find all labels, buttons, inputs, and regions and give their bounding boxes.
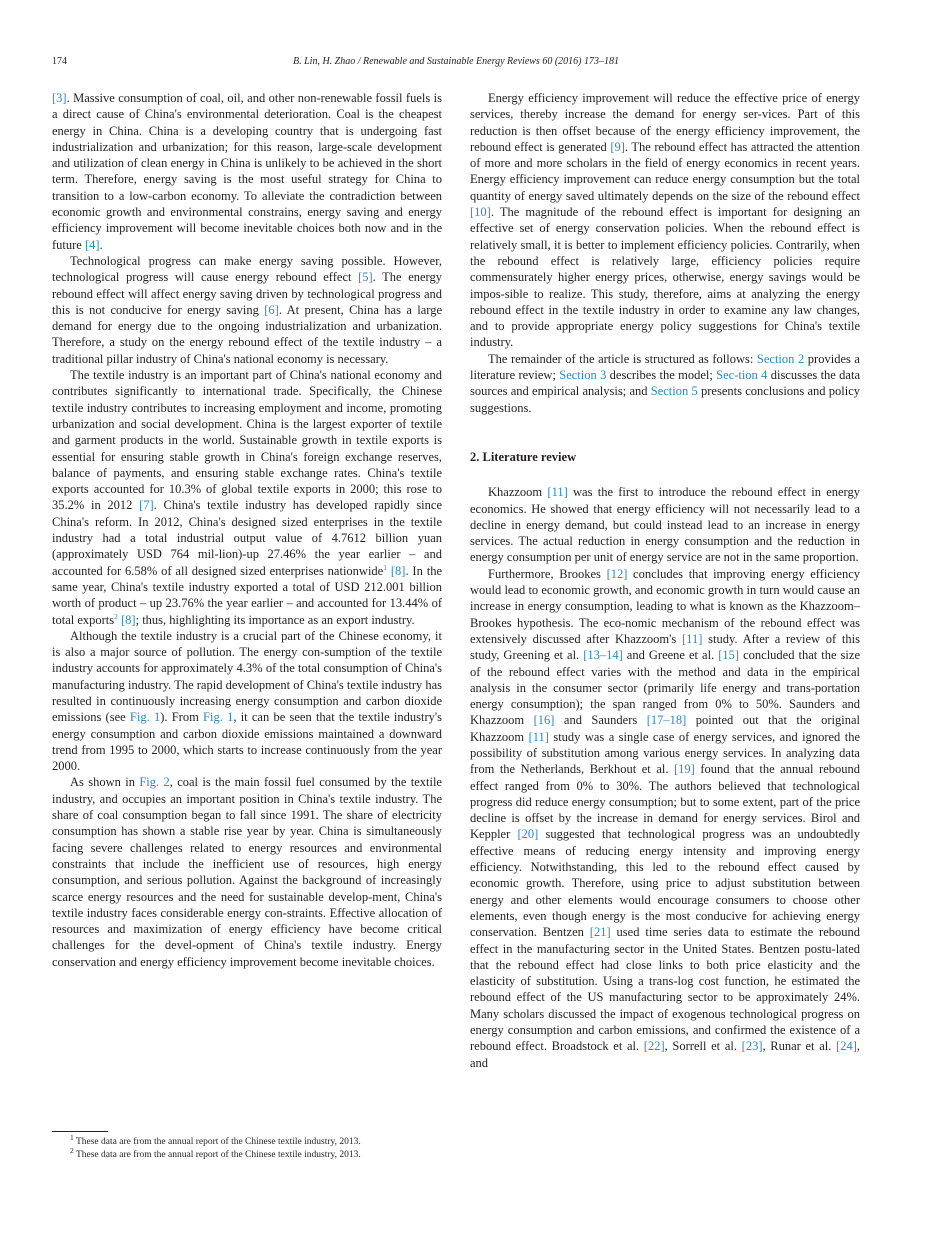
text-run: used time series data to estimate the rebound effect in the manufacturing sector in the United States. Bentzen postu-lated that the rebound effect had close links to both price elasticity and the elasticity of substitution. Using a trans-log cost function, he estimated the rebound effect of the US manufacturing sector to be approximately 24%. Many scholars discussed the impact of exogenous technological progress on energy consumption and carbon emissions, and confirmed the existence of a rebound effect. Broadstock et al. <box>470 925 861 1054</box>
text-run: found that the annual rebound effect ranged from 0% to 30%. The authors believed that technological progress did reduce energy consumption; but to some extent, part of the price decline is offset by the increase in demand for energy services. Birol and Keppler <box>470 762 860 842</box>
text-run: . In the same year, China's textile industry exported a total of USD 212.001 billion worth of product – up 23.76% the year earlier – and accounted for 13.44% of total exports <box>52 563 442 627</box>
text-run: ). From <box>160 710 204 725</box>
footnote-marker[interactable]: 1 <box>383 562 387 572</box>
citation-link[interactable]: [20] <box>517 827 539 842</box>
paragraph <box>470 351 860 416</box>
text-run: was the first to introduce the rebound effect in energy economics. He showed that energy efficiency will not necessarily lead to a decline in energy demand, but could instead lead to an increase in energy services. The actual reduction in energy consumption and the reduction in energy consumption per unit of energy service are not in the same proportion. <box>470 485 860 565</box>
paragraph <box>470 90 860 351</box>
footnote-rule <box>52 1131 108 1132</box>
citation-link[interactable]: [13–14] <box>583 648 623 663</box>
paragraph <box>52 628 442 775</box>
text-run: The textile industry is an important part of China's national economy and contributes significantly to international trade. Specifically, the Chinese textile industry contributes to increasing employment and income, promoting urbanization and social development. China is the largest exporter of textile and garment products in the world. Sustainable growth in textile exports is essential for ensuring stable growth in China's foreign exchange reserves, balance of payments, and ensuring stable exchange rates. China's textile exports accounted for 10.3% of global textile exports in 2000; this rose to 35.2% in 2012 <box>52 368 442 513</box>
figure-link[interactable]: Fig. 1 <box>203 710 234 725</box>
text-run: Although the textile industry is a crucial part of the Chinese economy, it is also a major source of pollution. The energy con-sumption of the textile industry accounts for approximately 4.3% of the total consumption of China's manufacturing industry. The rapid development of China's textile industry has resulted in continuously increasing energy consumption and carbon dioxide emissions (see <box>52 628 443 725</box>
text-run: . The rebound effect has attracted the attention of more and more scholars in the field of energy economics in recent years. Energy efficiency improvement can reduce energy consumption but the total quantity of energy saved ultimately depends on the size of the rebound effect <box>470 139 860 203</box>
text-run: . China's textile industry has developed rapidly since China's reform. In 2012, China's designed sized enterprises in the textile industry had a total industrial output value of 4.7612 billion yuan (approximately USD 764 mil-lion)-up 27.46% the year earlier – and accounted for 6.58% of all designed sized enterprises nationwide <box>52 498 442 578</box>
section-link[interactable]: Sec-tion 4 <box>716 368 768 383</box>
text-run: describes the model; <box>606 368 717 383</box>
footnote-text: These data are from the annual report of the Chinese textile industry, 2013. <box>75 1150 361 1160</box>
section-heading: 2. Literature review <box>470 449 577 464</box>
right-column <box>470 90 860 1071</box>
footnote <box>52 1132 442 1149</box>
text-run: Khazzoom <box>488 485 548 500</box>
paragraph <box>52 367 442 628</box>
text-run: . The energy rebound effect will affect energy saving driven by technological progress and this is not conducive for energy saving <box>52 270 442 317</box>
text-run: . The magnitude of the rebound effect is important for designing an effective set of energy conservation policies. When the rebound effect is relatively small, it is better to implement efficiency policies. Contrarily, when the rebound effect is relatively large, efficiency policies require commensurately higher energy prices, otherwise, energy savings would be impos-sible to realize. This study, therefore, aims at analyzing the energy rebound effect in the textile industry in order to examine any law changes, and to provide appropriate energy policy suggestions for China's textile industry. <box>470 205 860 350</box>
text-run: . At present, China has a large demand for energy due to the ongoing industrialization and urbanization. Therefore, a study on the energy rebound effect of the textile industry – a traditional pillar industry of China's national economy is necessary. <box>52 302 442 366</box>
citation-link[interactable]: [19] <box>674 762 695 777</box>
text-run: ; thus, highlighting its importance as an export industry. <box>135 612 415 627</box>
text-run: Technological progress can make energy saving possible. However, technological progress will cause energy rebound effect <box>52 253 442 285</box>
text-run: concluded that the size of the rebound effect varies with the method and data in the empirical analysis in the consumer sector (primarily life energy and trans-portation energy consumption); the span ranged from 0% to 50%. Saunders and Khazzoom <box>470 648 860 728</box>
text-run: suggested that technological progress was an undoubtedly effective means of reducing energy intensity and improving energy efficiency. Notwithstanding, this led to the rebound effect caused by economic growth. Therefore, using price to adjust substitution between energy and other elements would encourage consumers to choose other elements, even though energy is the most conducive for achieving energy conservation. Bentzen <box>470 827 860 940</box>
citation-link[interactable]: [12] <box>606 566 628 581</box>
citation-link[interactable]: [16] <box>533 713 555 728</box>
citation-link[interactable]: [11] <box>547 485 568 500</box>
footnote <box>52 1145 442 1162</box>
citation-link[interactable]: [8] <box>390 563 406 578</box>
running-title: B. Lin, H. Zhao / Renewable and Sustainable Energy Reviews 60 (2016) 173–181 <box>293 56 619 67</box>
text-run: . <box>99 237 103 252</box>
citation-link[interactable]: [21] <box>589 925 611 940</box>
footnote-marker[interactable]: 2 <box>114 611 118 621</box>
citation-link[interactable]: [8] <box>121 612 136 627</box>
paragraph <box>52 774 442 970</box>
running-header <box>52 56 860 70</box>
citation-link[interactable]: [7] <box>139 498 154 513</box>
text-run: concludes that improving energy efficiency would lead to economic growth, and economic growth in turn would cause an increase in energy consumption, leading to what is known as the Khazzoom–Brookes hypothesis. The eco-nomic mechanism of the rebound effect was extensively discussed after Khazzoom's <box>470 566 860 646</box>
citation-link[interactable]: [23] <box>741 1039 763 1054</box>
citation-link[interactable]: [22] <box>643 1039 665 1054</box>
section-link[interactable]: Section 3 <box>559 368 607 383</box>
footnote-mark: 2 <box>70 1145 74 1155</box>
text-run: , Sorrell et al. <box>664 1039 742 1054</box>
citation-link[interactable]: [11] <box>682 631 703 646</box>
citation-link[interactable]: [5] <box>358 270 373 285</box>
text-run: , and <box>470 1039 860 1070</box>
paragraph <box>52 90 442 253</box>
text-run: , it can be seen that the textile industry's energy consumption and carbon dioxide emissions maintained a downward trend from 1995 to 2000, which starts to increase continuously from the year 2000. <box>52 710 442 774</box>
citation-link[interactable]: [9] <box>610 139 625 154</box>
citation-link[interactable]: [4] <box>84 237 100 252</box>
figure-link[interactable]: Fig. 1 <box>129 710 161 725</box>
text-run: As shown in <box>70 775 140 790</box>
citation-link[interactable]: [11] <box>528 729 549 744</box>
citation-link[interactable]: [17–18] <box>646 713 687 728</box>
footnote-text: These data are from the annual report of the Chinese textile industry, 2013. <box>75 1137 361 1147</box>
section-link[interactable]: Section 5 <box>650 384 698 399</box>
paragraph <box>52 253 442 367</box>
text-run: provides a literature review; <box>470 351 860 383</box>
text-run: , coal is the main fossil fuel consumed by the textile industry, and occupies an important position in China's textile industry. The share of coal consumption began to fall since 1991. The share of electricity consumption has shown a stable rise year by year. China is simultaneously facing severe challenges related to energy resources and environmental constraints that include the inefficient use of resources, high energy consumption, and serious pollution. Against the background of increasingly scarce energy resources and the need for sustainable develop-ment, China's textile industry faces considerable energy con-straints. Effective allocation of resources and maximization of energy efficiency have become critical challenges for the devel-opment of China's textile industry. Energy conservation and energy efficiency improvement become inevitable choices. <box>52 775 442 969</box>
text-run: Energy efficiency improvement will reduce the effective price of energy services, thereby increase the demand for energy ser-vices. Part of this reduction is then offset because of the energy efficiency improvement, the rebound effect is generated <box>470 91 860 154</box>
citation-link[interactable]: [15] <box>718 648 740 663</box>
text-run: Furthermore, Brookes <box>488 566 607 581</box>
text-run: study was a single case of energy services, and ignored the possibility of substitution among various energy services. In analyzing data from the Netherlands, Berkhout et al. <box>470 729 860 777</box>
text-run: discusses the data sources and empirical analysis; and <box>470 368 860 399</box>
citation-link[interactable]: [3] <box>52 91 67 105</box>
text-run: . Massive consumption of coal, oil, and other non-renewable fossil fuels is a direct cause of China's environmental deterioration. Coal is the cheapest energy in China. China is a developing country that is undergoing fast industrialization and urbanization; for this reason, large-scale development and utilization of clean energy in China is unlikely to be achieved in the short term. Therefore, energy saving is the most useful strategy for China to transition to a low-carbon economy. To alleviate the contradiction between economic growth and environmental constrains, energy saving and energy efficiency improvement will become inevitable choices both now and in the future <box>52 91 442 252</box>
citation-link[interactable]: [10] <box>470 205 491 220</box>
citation-link[interactable]: [6] <box>264 302 279 317</box>
paragraph <box>470 566 860 1071</box>
footnote-mark: 1 <box>70 1132 74 1142</box>
text-run: presents conclusions and policy suggestions. <box>470 384 860 415</box>
figure-link[interactable]: Fig. 2 <box>139 775 170 790</box>
text-run: study. After a review of this study, Greening et al. <box>470 631 860 663</box>
text-run: and Greene et al. <box>622 648 719 663</box>
section-link[interactable]: Section 2 <box>756 351 805 366</box>
footnotes <box>52 1131 442 1162</box>
paragraph <box>470 484 860 565</box>
text-run: , Runar et al. <box>762 1039 837 1054</box>
text-run: and Saunders <box>554 713 647 728</box>
page-number: 174 <box>52 56 67 67</box>
citation-link[interactable]: [24] <box>836 1039 857 1054</box>
left-column <box>52 90 442 970</box>
text-run: The remainder of the article is structured as follows: <box>488 351 757 366</box>
text-run: pointed out that the original Khazzoom <box>470 713 860 744</box>
